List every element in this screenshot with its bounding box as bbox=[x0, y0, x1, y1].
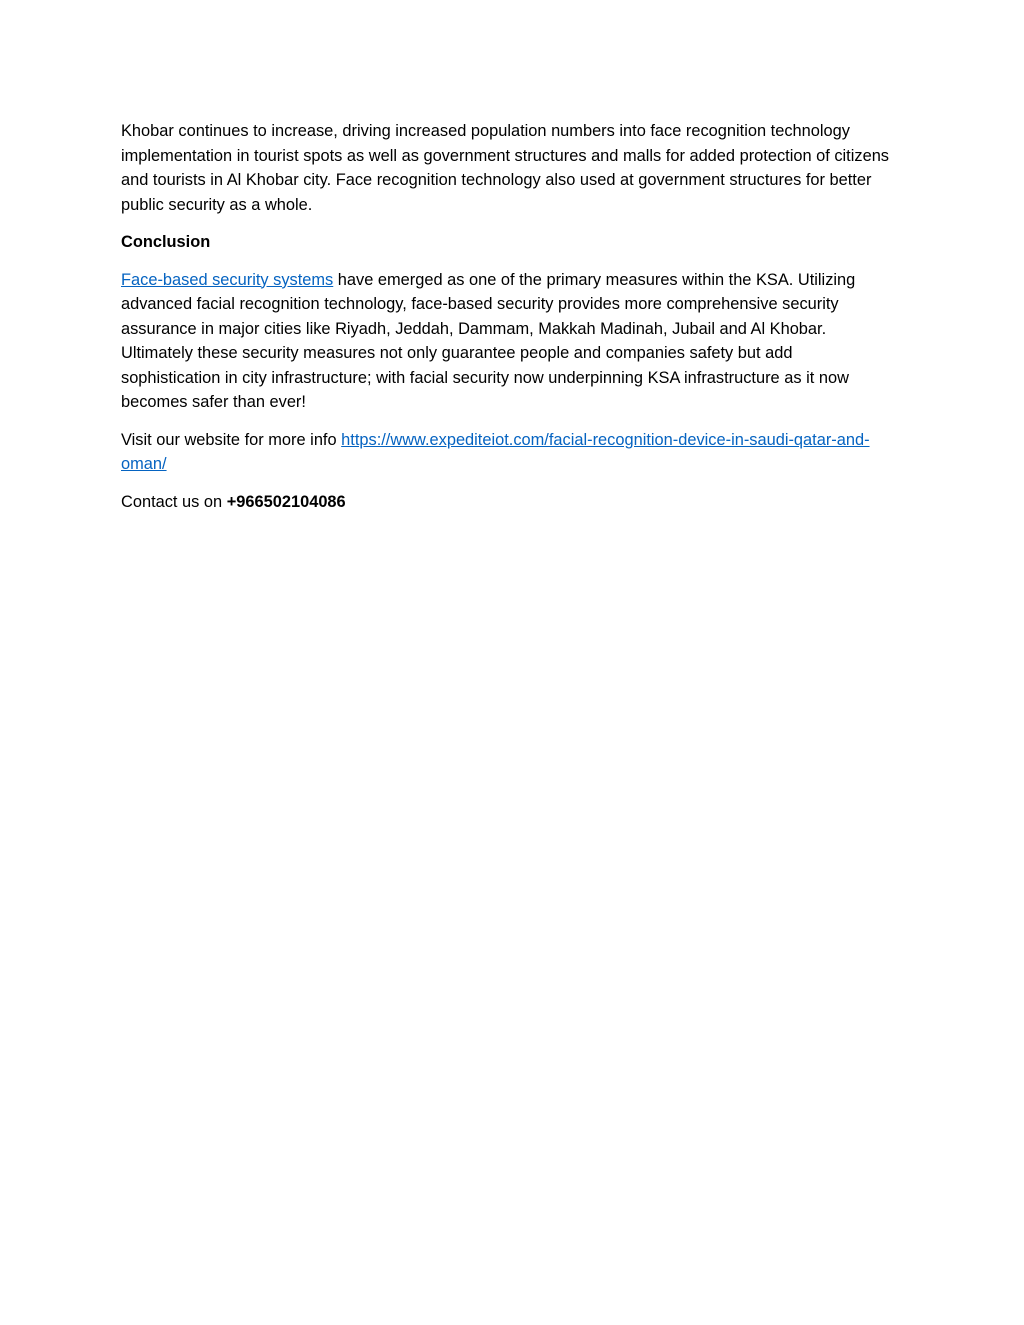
conclusion-body: have emerged as one of the primary measures within the KSA. Utilizing advanced facial recognition technology, face-based security provides more comprehensive security assurance in major cities like Riyadh, Jeddah, Dammam, Makkah Madinah, Jubail and Al Khobar. Ultimately these security measures not only guarantee people and companies safety but add sophistication in city infrastructure; with facial security now underpinning KSA infrastructure as it now becomes safer than ever! bbox=[121, 270, 856, 411]
contact-prefix: Contact us on bbox=[121, 492, 227, 511]
conclusion-paragraph bbox=[121, 268, 893, 415]
document-page bbox=[121, 119, 893, 527]
website-prefix: Visit our website for more info bbox=[121, 430, 342, 449]
contact-phone: +966502104086 bbox=[226, 492, 346, 511]
intro-paragraph: Khobar continues to increase, driving increased population numbers into face recognition technology implementation in tourist spots as well as government structures and malls for added protection of citizens and tourists in Al Khobar city. Face recognition technology also used at government structures for better public security as a whole. bbox=[121, 122, 889, 214]
conclusion-heading: Conclusion bbox=[121, 233, 211, 251]
website-url-link[interactable]: https://www.expediteiot.com/facial-recognition-device-in-saudi-qatar-and-oman/ bbox=[121, 430, 870, 473]
face-based-security-link[interactable]: Face-based security systems bbox=[121, 270, 334, 289]
contact-paragraph bbox=[121, 490, 893, 515]
website-paragraph bbox=[121, 428, 893, 477]
